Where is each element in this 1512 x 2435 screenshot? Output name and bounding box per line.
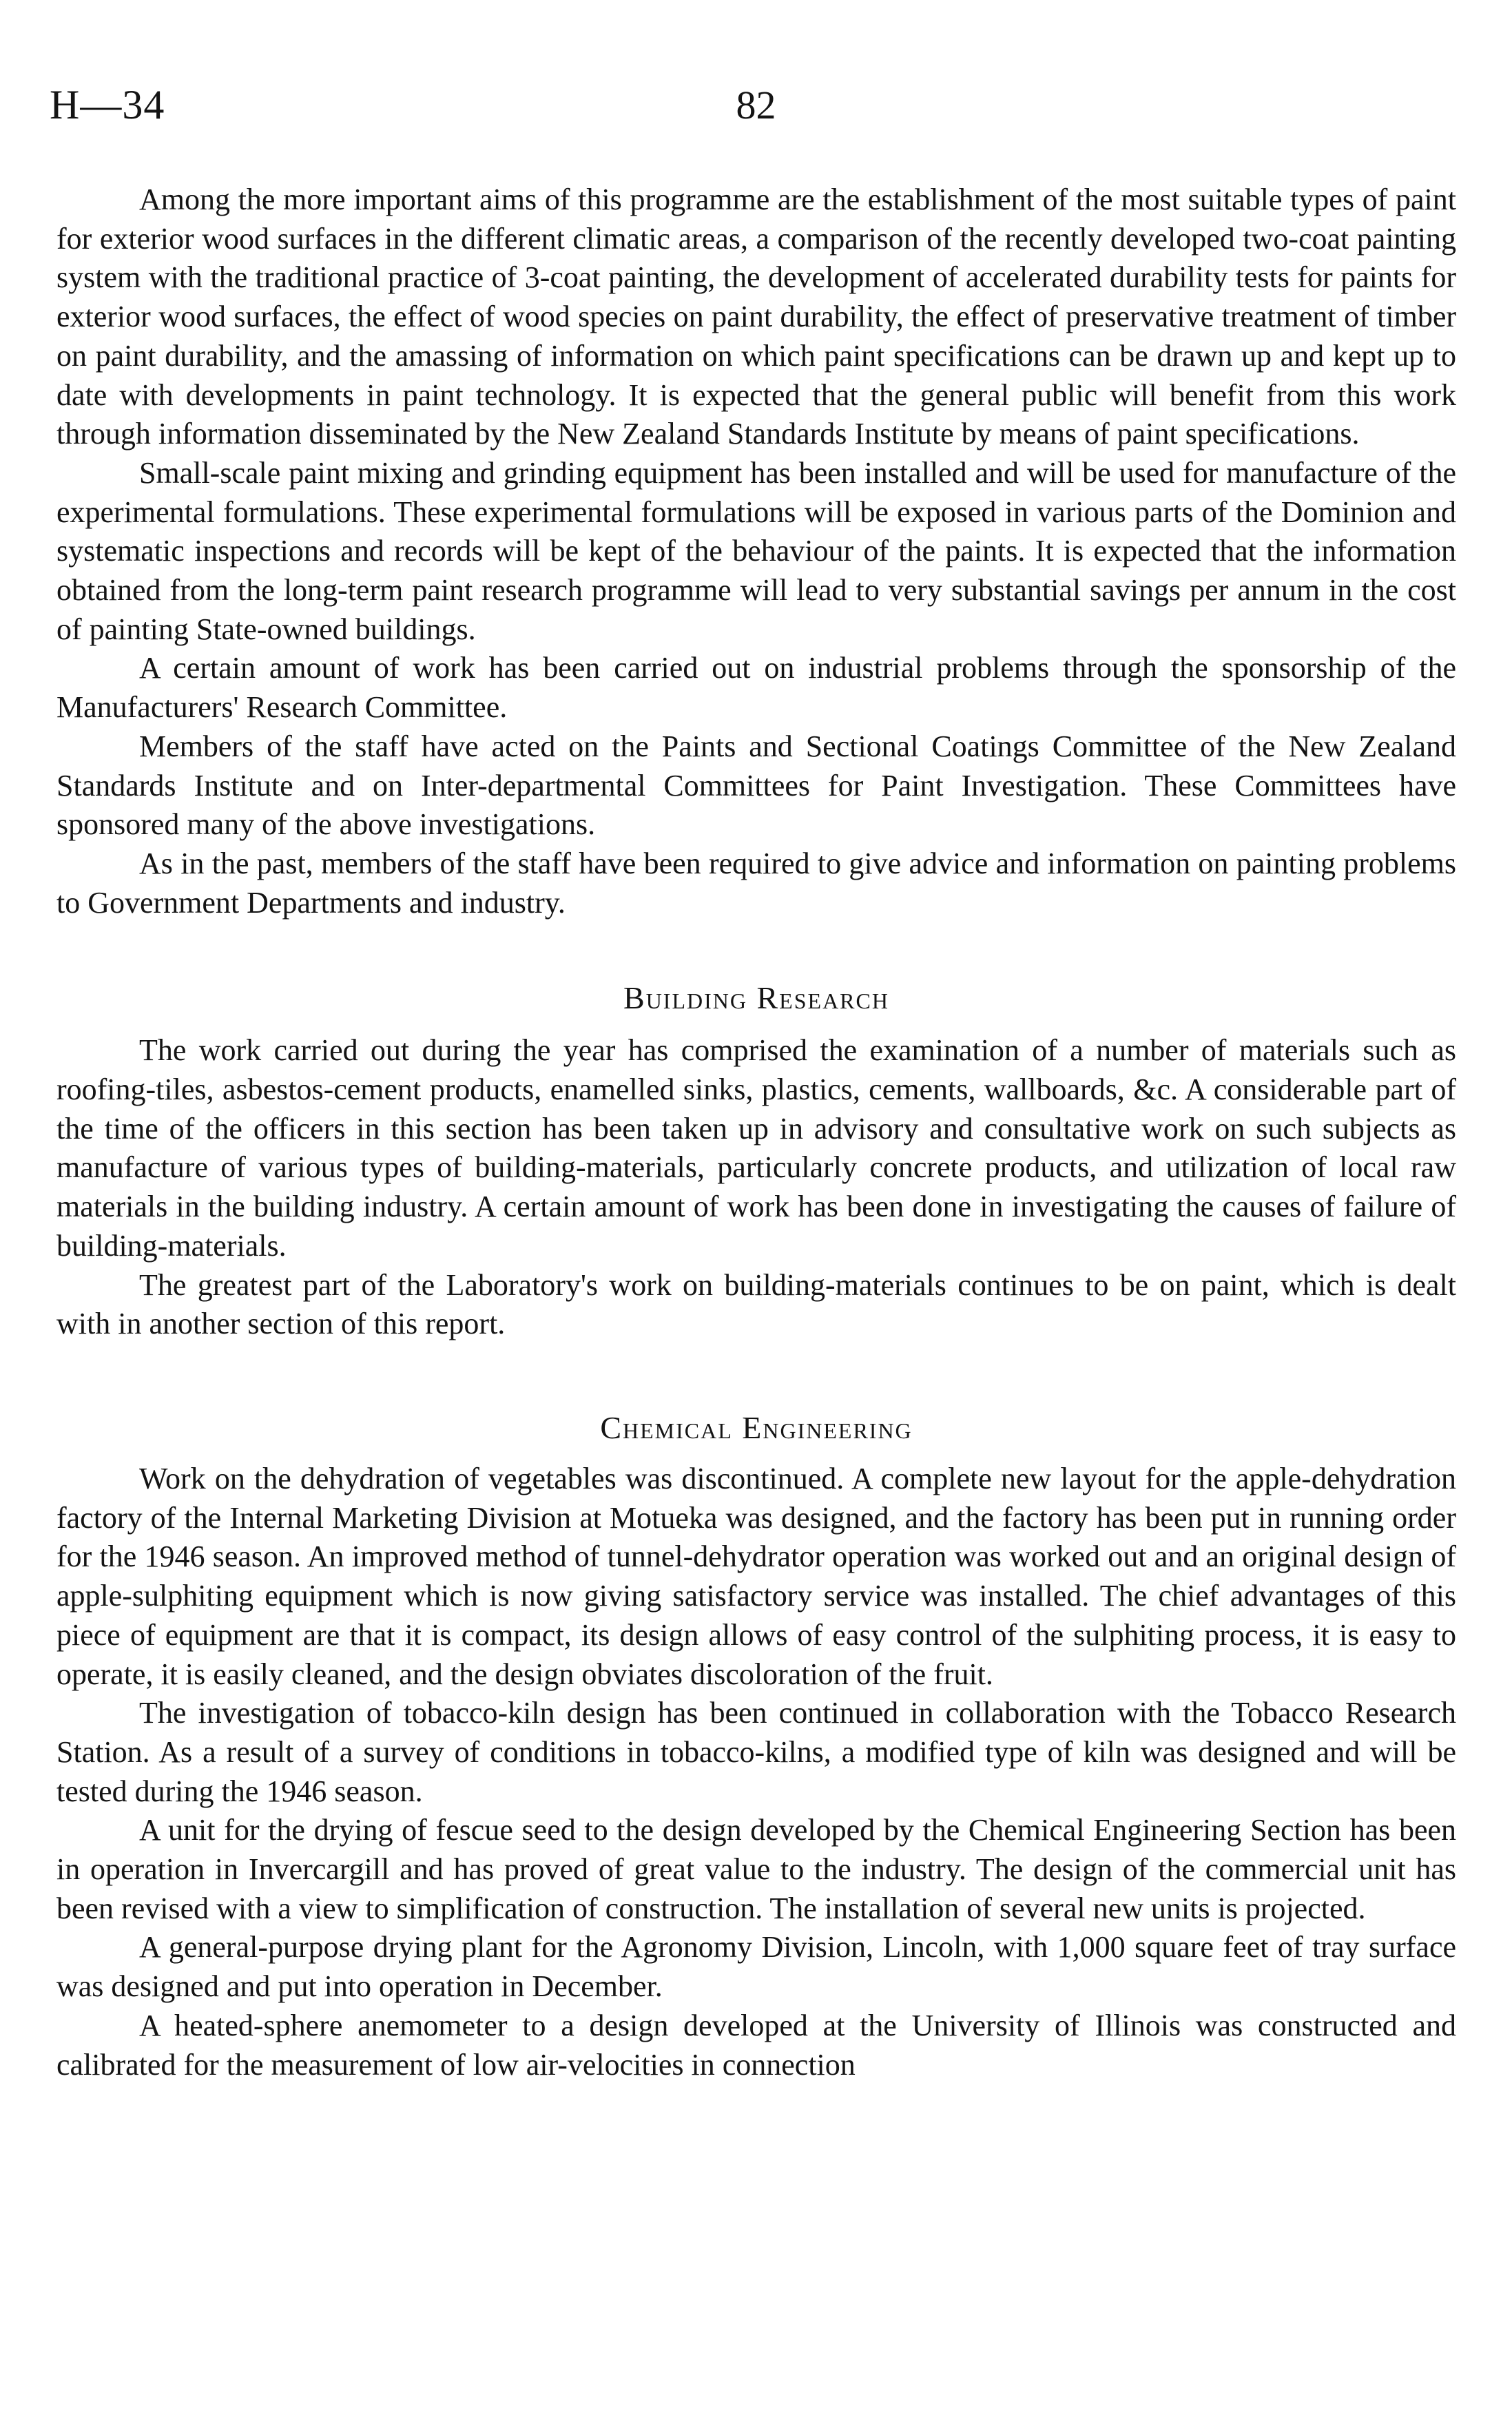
page-header	[0, 0, 1512, 138]
paragraph: A unit for the drying of fescue seed to the design developed by the Chemical Engineering Section has been in operation in Invercargill and has proved of great value to the industry. The design of the commercial unit has been revised with a view to simplification of construction. The installation of several new units is projected.	[56, 1813, 1456, 1925]
paragraph: As in the past, members of the staff have been required to give advice and information on painting problems to Government Departments and industry.	[56, 846, 1456, 920]
section-heading: Chemical Engineering	[600, 1409, 913, 1445]
section-heading: Building Research	[623, 980, 889, 1016]
paragraph: Members of the staff have acted on the Paints and Sectional Coatings Committee of the New Zealand Standards Institute and on Inter-departmental Committees for Paint Investigation. These Committees have sponsored many of the above investigations.	[56, 729, 1456, 842]
paragraph: Work on the dehydration of vegetables was discontinued. A complete new layout for the apple-dehydration factory of the Internal Marketing Division at Motueka was designed, and the factory has been put in running order for the 1946 season. An improved method of tunnel-dehydrator operation was worked out and an original design of apple-sulphiting equipment which is now giving satisfactory service was installed. The chief advantages of this piece of equipment are that it is compact, its design allows of easy control of the sulphiting process, it is easy to operate, it is easily cleaned, and the design obviates discoloration of the fruit.	[56, 1461, 1456, 1691]
paragraph: Small-scale paint mixing and grinding equipment has been installed and will be used for manufacture of the experimental formulations. These experimental formulations will be exposed in various parts of the Dominion and systematic inspections and records will be kept of the behaviour of the paints. It is expected that the information obtained from the long-term paint research programme will lead to very substantial savings per annum in the cost of painting State-owned buildings.	[56, 455, 1456, 646]
paragraph: A heated-sphere anemometer to a design developed at the University of Illinois was constructed and calibrated for the measurement of low air-velocities in connection	[56, 2008, 1456, 2082]
paragraph: The greatest part of the Laboratory's work on building-materials continues to be on paint, which is dealt with in another section of this report.	[56, 1267, 1456, 1341]
paragraph: The work carried out during the year has comprised the examination of a number of materials such as roofing-tiles, asbestos-cement products, enamelled sinks, plastics, cements, wallboards, &c. A considerable part of the time of the officers in this section has been taken up in advisory and consultative work on such subjects as manufacture of various types of building-materials, particularly concrete products, and utilization of local raw materials in the building industry. A certain amount of work has been done in investigating the causes of failure of building-materials.	[56, 1033, 1456, 1263]
document-reference: H—34	[50, 82, 165, 127]
building-research-section	[56, 979, 1456, 1344]
paragraph: The investigation of tobacco-kiln design has been continued in collaboration with the Tobacco Research Station. As a result of a survey of conditions in tobacco-kilns, a modified type of kiln was designed and will be tested during the 1946 season.	[56, 1696, 1456, 1808]
page-body	[56, 180, 1456, 2084]
page-number: 82	[736, 83, 776, 127]
paint-research-continuation	[56, 180, 1456, 922]
paragraph: A certain amount of work has been carried out on industrial problems through the sponsorship of the Manufacturers' Research Committee.	[56, 651, 1456, 725]
paragraph: A general-purpose drying plant for the Agronomy Division, Lincoln, with 1,000 square feet of tray surface was designed and put into operation in December.	[56, 1930, 1456, 2004]
paragraph: Among the more important aims of this programme are the establishment of the most suitable types of paint for exterior wood surfaces in the different climatic areas, a comparison of the recently developed two-coat painting system with the traditional practice of 3-coat painting, the development of accelerated durability tests for paints for exterior wood surfaces, the effect of wood species on paint durability, the effect of preservative treatment of timber on paint durability, and the amassing of information on which paint specifications can be drawn up and kept up to date with developments in paint technology. It is expected that the general public will benefit from this work through information disseminated by the New Zealand Standards Institute by means of paint specifications.	[56, 183, 1456, 451]
chemical-engineering-section	[56, 1409, 1456, 2084]
